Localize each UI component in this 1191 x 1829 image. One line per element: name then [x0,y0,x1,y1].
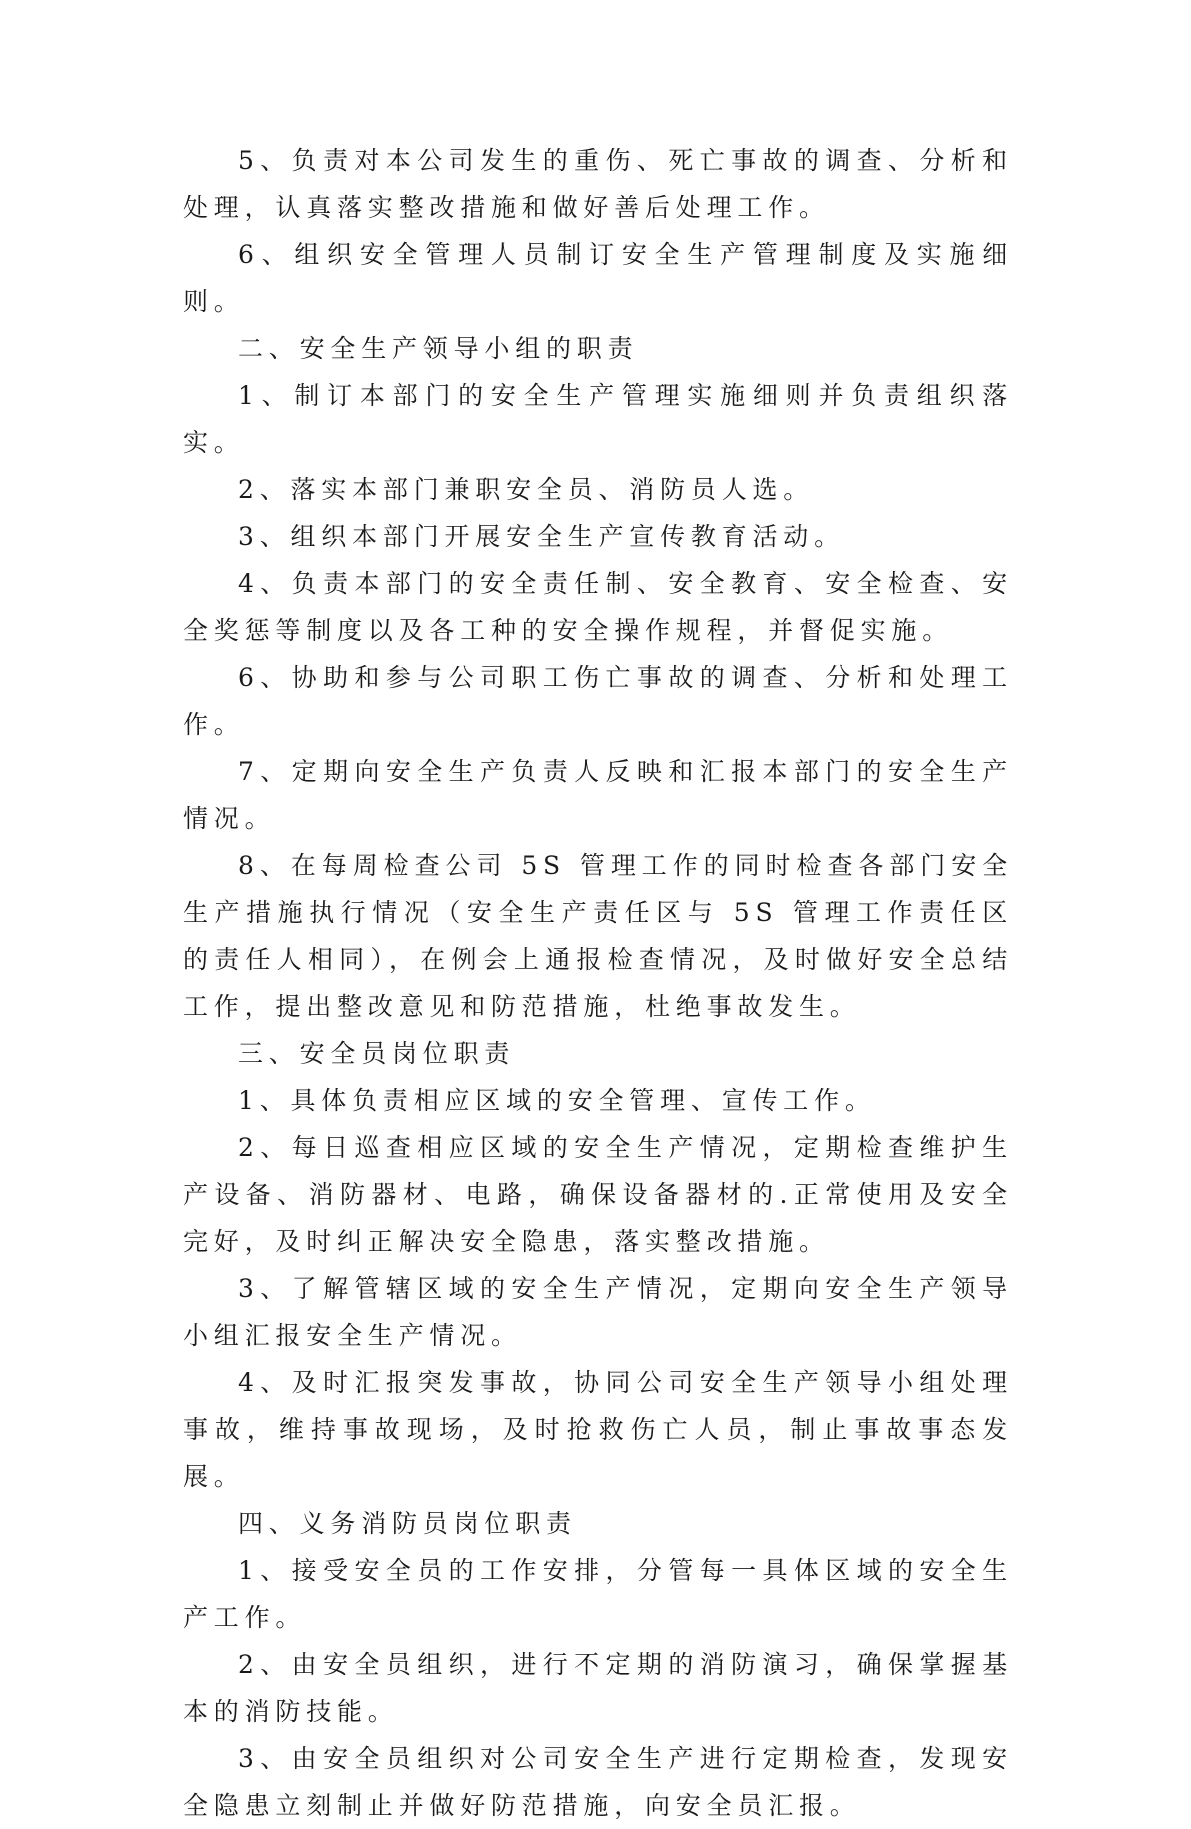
paragraph-leadership-item-6: 6、协助和参与公司职工伤亡事故的调查、分析和处理工作。 [183,663,1013,739]
paragraph-officer-item-1: 1、具体负责相应区域的安全管理、宣传工作。 [238,1086,876,1115]
paragraph-officer-item-3: 3、了解管辖区域的安全生产情况，定期向安全生产领导小组汇报安全生产情况。 [183,1274,1013,1350]
paragraph-item-6-safety-rules: 6、组织安全管理人员制订安全生产管理制度及实施细则。 [183,240,1013,316]
paragraph-firefighter-item-1: 1、接受安全员的工作安排，分管每一具体区域的安全生产工作。 [183,1556,1013,1632]
section-heading-volunteer-firefighter: 四、义务消防员岗位职责 [238,1509,577,1538]
paragraph-leadership-item-3: 3、组织本部门开展安全生产宣传教育活动。 [238,522,845,551]
paragraph-leadership-item-2: 2、落实本部门兼职安全员、消防员人选。 [238,475,815,504]
section-heading-safety-officer: 三、安全员岗位职责 [238,1039,516,1068]
document-body [183,137,1013,1829]
paragraph-leadership-item-8: 8、在每周检查公司 5S 管理工作的同时检查各部门安全生产措施执行情况（安全生产责任区与 5S 管理工作责任区的责任人相同），在例会上通报检查情况，及时做好安全总结工作，提出整改意见和防范措施，杜绝事故发生。 [183,851,1013,1021]
paragraph-officer-item-2: 2、每日巡查相应区域的安全生产情况，定期检查维护生产设备、消防器材、电路，确保设备器材的.正常使用及安全完好，及时纠正解决安全隐患，落实整改措施。 [183,1133,1013,1256]
paragraph-item-5-accident-investigation: 5、负责对本公司发生的重伤、死亡事故的调查、分析和处理，认真落实整改措施和做好善后处理工作。 [183,146,1013,222]
paragraph-firefighter-item-3: 3、由安全员组织对公司安全生产进行定期检查，发现安全隐患立刻制止并做好防范措施，向安全员汇报。 [183,1744,1013,1820]
section-heading-leadership-group: 二、安全生产领导小组的职责 [238,334,639,363]
paragraph-leadership-item-1: 1、制订本部门的安全生产管理实施细则并负责组织落实。 [183,381,1013,457]
paragraph-leadership-item-4: 4、负责本部门的安全责任制、安全教育、安全检查、安全奖惩等制度以及各工种的安全操作规程，并督促实施。 [183,569,1013,645]
paragraph-officer-item-4: 4、及时汇报突发事故，协同公司安全生产领导小组处理事故，维持事故现场，及时抢救伤亡人员，制止事故事态发展。 [183,1368,1013,1491]
paragraph-firefighter-item-2: 2、由安全员组织，进行不定期的消防演习，确保掌握基本的消防技能。 [183,1650,1013,1726]
paragraph-leadership-item-7: 7、定期向安全生产负责人反映和汇报本部门的安全生产情况。 [183,757,1013,833]
